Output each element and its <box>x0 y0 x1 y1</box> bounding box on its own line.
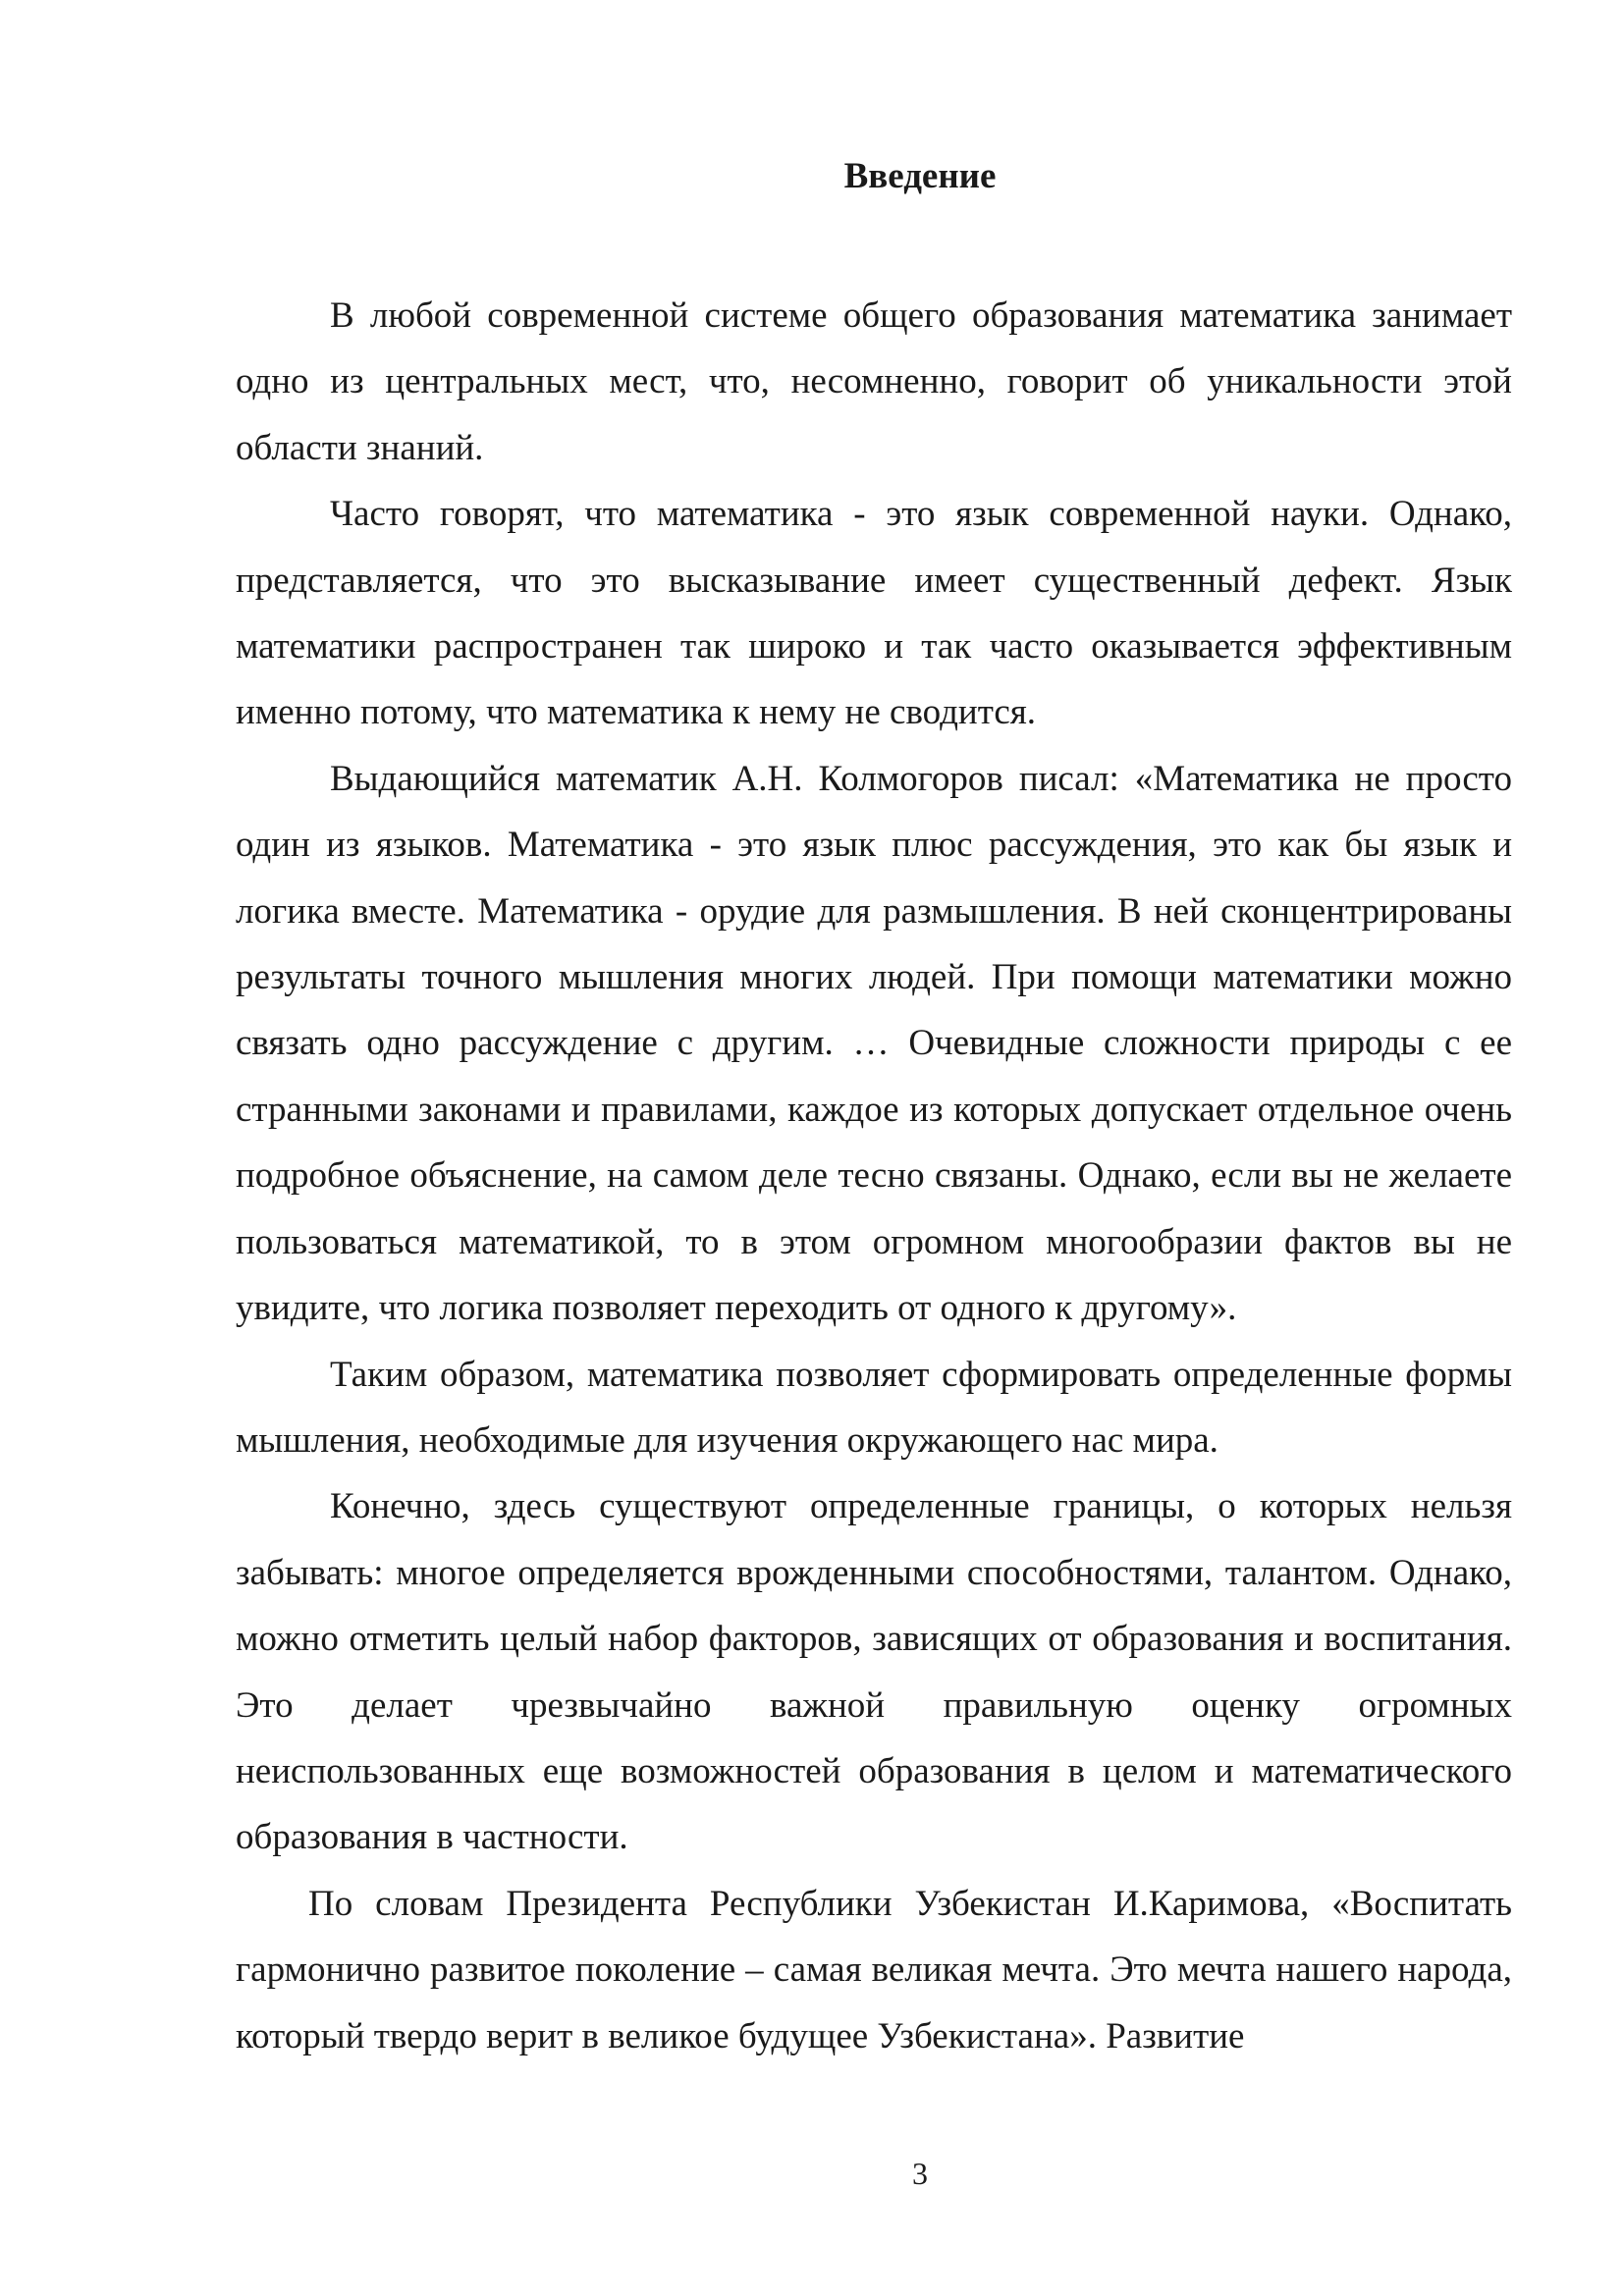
paragraph-3: Выдающийся математик А.Н. Колмогоров писал: «Математика не просто один из языков. Математика - это язык плюс рассуждения, это как бы язык и логика вместе. Математика - орудие для размышления. В ней сконцентрированы результаты точного мышления многих людей. При помощи математики можно связать одно рассуждение с другим. … Очевидные сложности природы с ее странными законами и правилами, каждое из которых допускает отдельное очень подробное объяснение, на самом деле тесно связаны. Однако, если вы не желаете пользоваться математикой, то в этом огромном многообразии фактов вы не увидите, что логика позволяет переходить от одного к другому». <box>236 758 1512 1329</box>
paragraph-2: Часто говорят, что математика - это язык современной науки. Однако, представляется, что это высказывание имеет существенный дефект. Язык математики распространен так широко и так часто оказывается эффективным именно потому, что математика к нему не сводится. <box>236 494 1512 733</box>
paragraph-5: Конечно, здесь существуют определенные границы, о которых нельзя забывать: многое определяется врожденными способностями, талантом. Однако, можно отметить целый набор факторов, зависящих от образования и воспитания. Это делает чрезвычайно важной правильную оценку огромных неиспользованных еще возможностей образования в целом и математического образования в частности. <box>236 1486 1512 1858</box>
paragraph-4: Таким образом, математика позволяет сформировать определенные формы мышления, необходимые для изучения окружающего нас мира. <box>236 1354 1512 1461</box>
document-body <box>236 283 1512 2069</box>
page-number: 3 <box>912 2156 928 2191</box>
paragraph-6: По словам Президента Республики Узбекистан И.Каримова, «Воспитать гармонично развитое поколение – самая великая мечта. Это мечта нашего народа, который твердо верит в великое будущее Узбекистана». Развитие <box>236 1883 1512 2056</box>
paragraph-1: В любой современной системе общего образования математика занимает одно из центральных мест, что, несомненно, говорит об уникальности этой области знаний. <box>236 295 1512 468</box>
page-title: Введение <box>843 156 997 196</box>
